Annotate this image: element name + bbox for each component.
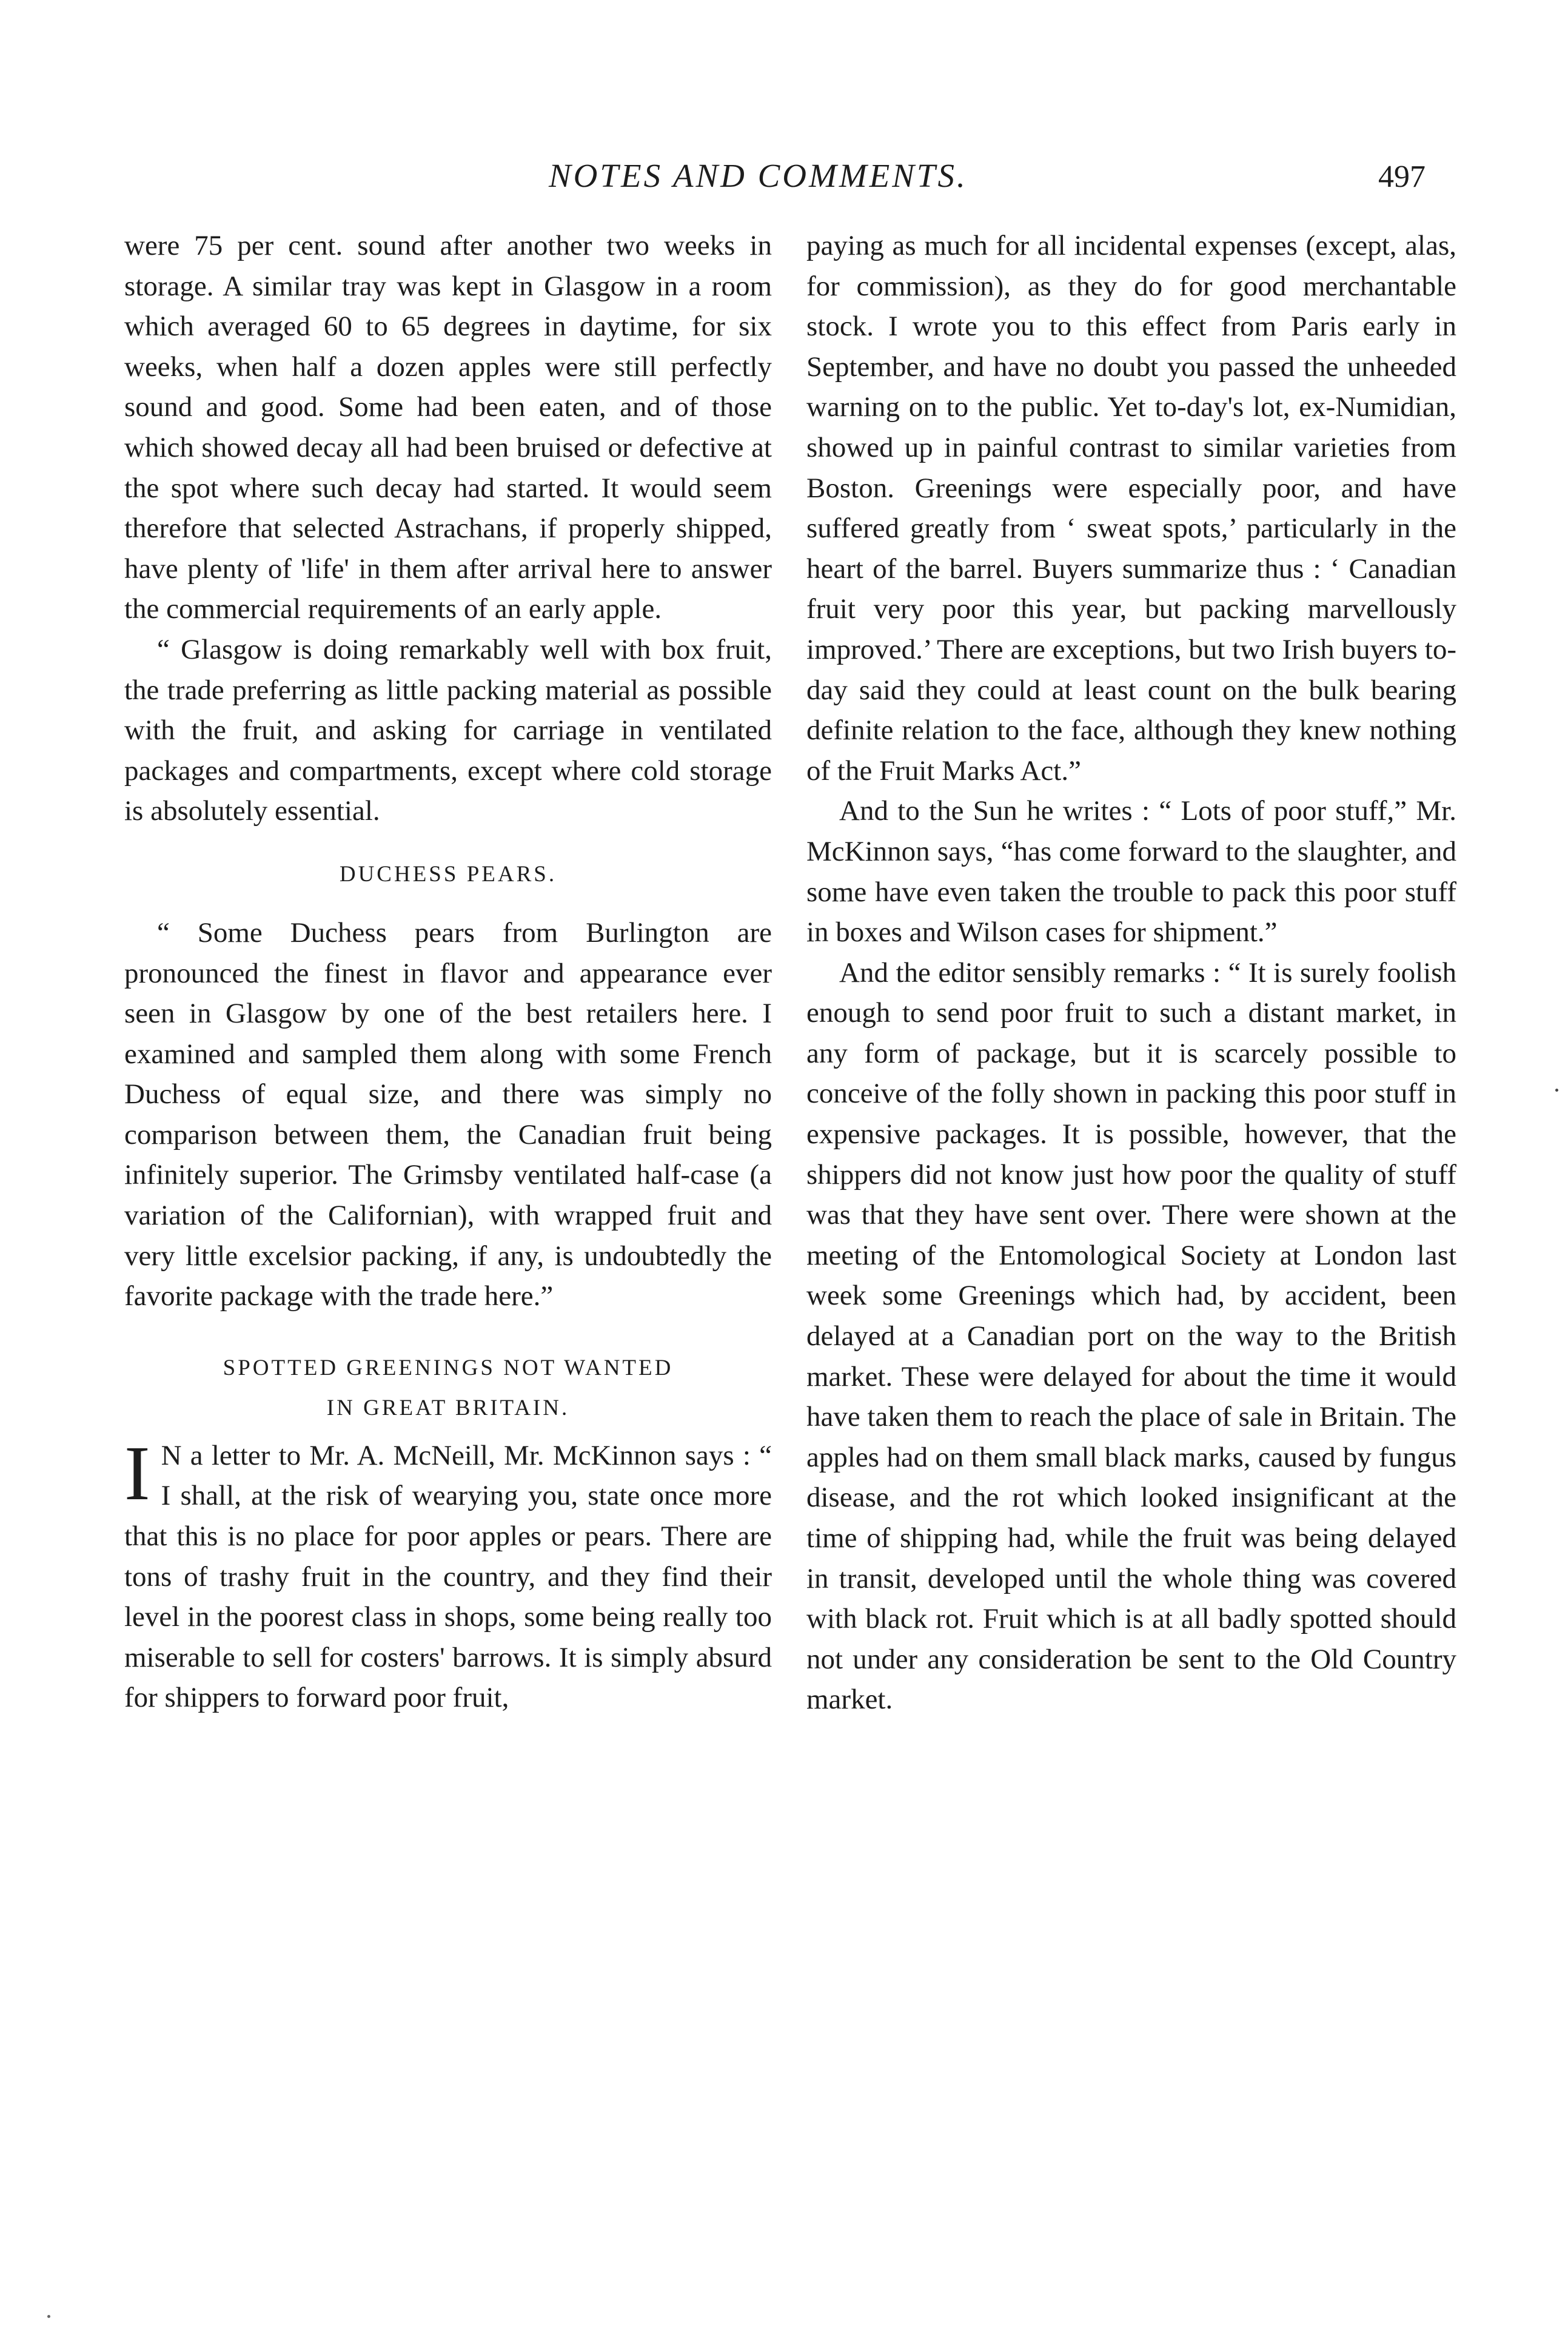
right-paragraph-2: And to the Sun he writes : “ Lots of poor stuff,” Mr. McKinnon says, “has come forward to the slaughter, and some have even taken the trouble to pack this poor stuff in boxes and Wilson cases for shipment.”: [806, 795, 1456, 949]
right-paragraph-3: And the editor sensibly remarks : “ It is surely foolish enough to send poor fruit to such a distant market, in any form of package, but it is scarcely possible to conceive of the folly shown in packing this poor stuff in expensive packages. It is possible, however, that the shippers did not know just how poor the quality of stuff was that they have sent over. There were shown at the meeting of the Entomological Society at London last week some Greenings which had, by accident, been delayed at a Canadian port on the way to the British market. These were delayed for about the time it would have taken them to reach the place of sale in Britain. The apples had on them small black marks, caused by fungus disease, and the rot which looked insignificant at the time of shipping had, while the fruit was being delayed in transit, developed until the whole thing was covered with black rot. Fruit which is at all badly spotted should not under any consideration be sent to the Old Country market.: [806, 956, 1456, 1716]
left-column: [124, 226, 772, 1718]
running-head: [0, 156, 1568, 199]
left-paragraph-1: were 75 per cent. sound after another two weeks in storage. A similar tray was kept in Glasgow in a room which averaged 60 to 65 degrees in daytime, for six weeks, when half a dozen apples were still perfectly sound and good. Some had been eaten, and of those which showed decay all had been bruised or defective at the spot where such decay had started. It would seem therefore that selected Astrachans, if properly shipped, have plenty of 'life' in them after arrival here to answer the commercial requirements of an early apple.: [124, 230, 772, 625]
right-paragraph-1: paying as much for all incidental expenses (except, alas, for commission), as they do for good merchantable stock. I wrote you to this effect from Paris early in September, and have no doubt you passed the unheeded warning on to the public. Yet to-day's lot, ex-Numidian, showed up in painful contrast to similar varieties from Boston. Greenings were especially poor, and have suffered greatly from ‘ sweat spots,’ particularly in the heart of the barrel. Buyers summarize thus : ‘ Canadian fruit very poor this year, but packing marvellously improved.’ There are exceptions, but two Irish buyers to-day said they could at least count on the bulk bearing definite relation to the face, although they knew nothing of the Fruit Marks Act.”: [806, 230, 1456, 787]
left-paragraph-2: “ Glasgow is doing remarkably well with box fruit, the trade preferring as little packing material as possible with the fruit, and asking for carriage in ventilated packages and compartments, except where cold storage is absolutely essential.: [124, 633, 772, 827]
drop-cap-letter: I: [124, 1429, 150, 1516]
left-paragraph-4-text: N a letter to Mr. A. McNeill, Mr. McKinnon says : “ I shall, at the risk of wearying you, state once more that this is no place for poor apples or pears. There are tons of trashy fruit in the country, and they find their level in the poorest class in shops, some being really too miserable to sell for costers' barrows. It is simply absurd for shippers to forward poor fruit,: [124, 1439, 772, 1714]
section-heading-spotted-greenings: [124, 1348, 772, 1428]
left-paragraph-3: “ Some Duchess pears from Burlington are pronounced the finest in flavor and appearance ever seen in Glasgow by one of the best retailers here. I examined and sampled them along with some French Duchess of equal size, and there was simply no comparison between them, the Canadian fruit being infinitely superior. The Grimsby ventilated half-case (a variation of the Californian), with wrapped fruit and very little excelsior packing, if any, is undoubtedly the favorite package with the trade here.”: [124, 916, 772, 1312]
section-heading-spotted-greenings-line-2: IN GREAT BRITAIN.: [326, 1395, 570, 1420]
page-number: 497: [1378, 160, 1426, 194]
right-column: [806, 226, 1456, 1720]
section-heading-spotted-greenings-line-1: SPOTTED GREENINGS NOT WANTED: [223, 1355, 674, 1380]
left-paragraph-4: [124, 1429, 772, 1718]
margin-speck: [1555, 1089, 1558, 1092]
corner-speck: [47, 2315, 50, 2318]
running-title: NOTES AND COMMENTS.: [549, 157, 968, 194]
section-heading-duchess-pears: DUCHESS PEARS.: [339, 861, 557, 887]
